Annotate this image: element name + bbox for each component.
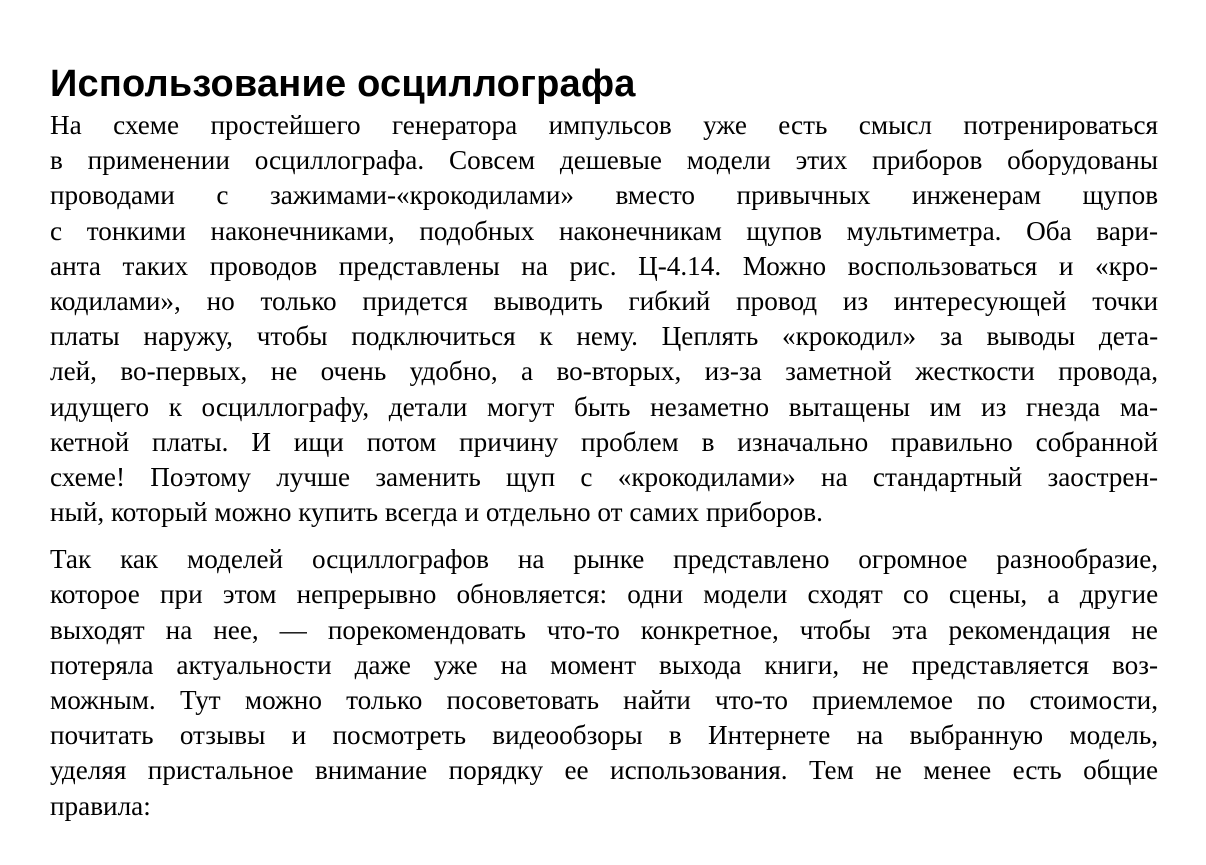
text-line <box>50 789 1158 824</box>
word: заострен- <box>1047 461 1159 492</box>
word: с <box>216 180 229 211</box>
word: порядку <box>448 755 544 786</box>
word: с <box>50 215 63 246</box>
word: анта <box>50 250 101 281</box>
word: на <box>165 614 193 645</box>
word: модель, <box>1069 720 1159 751</box>
word: во-вторых, <box>556 356 682 387</box>
word: лей, <box>50 356 97 387</box>
word: простейшего <box>210 110 361 140</box>
word: отдельно <box>485 497 591 528</box>
word: импульсов <box>548 110 672 140</box>
word: провода, <box>1058 356 1159 387</box>
word: не <box>875 755 902 786</box>
word: к <box>539 321 553 352</box>
word: кетной <box>50 426 130 457</box>
word: эта <box>891 614 928 645</box>
word: стоимости, <box>1029 685 1159 715</box>
word: «крокодилами» <box>617 461 796 492</box>
word: из <box>842 285 869 316</box>
word: «крокодил» <box>781 321 917 352</box>
text-line <box>50 214 1158 249</box>
word: почитать <box>50 720 154 751</box>
word: посоветовать <box>446 685 599 715</box>
word: щуп <box>506 461 556 492</box>
word: момент <box>550 649 637 680</box>
word: выхода <box>659 649 742 680</box>
word: щупов <box>746 215 822 246</box>
word: осциллографов <box>311 544 489 575</box>
word: ма- <box>1119 391 1158 422</box>
word: другие <box>1079 579 1159 610</box>
text-line <box>50 495 1158 530</box>
word: заменить <box>375 461 481 492</box>
word: а <box>1047 579 1060 610</box>
word: дешевые <box>559 145 662 176</box>
word: модели <box>703 579 788 610</box>
word: актуальности <box>176 649 332 680</box>
word: даже <box>354 649 411 680</box>
word: «кро- <box>1095 250 1159 281</box>
word: Интернете <box>708 720 831 751</box>
paragraph <box>50 542 1158 824</box>
word: лучше <box>276 461 351 492</box>
word: уже <box>433 649 478 680</box>
word: использования. <box>610 755 788 786</box>
word: не <box>1131 614 1158 645</box>
word: потом <box>366 426 437 457</box>
word: собранной <box>1035 426 1159 457</box>
word: вместо <box>615 180 696 211</box>
word: только <box>260 285 337 316</box>
word: наконечниками, <box>210 215 395 246</box>
text-line <box>50 354 1158 389</box>
text-line <box>50 249 1158 284</box>
text-line <box>50 577 1158 612</box>
word: потренироваться <box>963 110 1159 140</box>
word: которое <box>50 579 140 610</box>
text-line <box>50 143 1158 178</box>
word: на <box>521 250 548 281</box>
word: оборудованы <box>1007 145 1159 176</box>
word: платы. <box>152 426 229 457</box>
word: из <box>981 391 1007 422</box>
word: заметной <box>785 356 892 387</box>
word: изначально <box>737 426 869 457</box>
word: за <box>939 321 963 352</box>
text-line <box>50 613 1158 648</box>
text-line <box>50 683 1158 718</box>
word: нему. <box>576 321 638 352</box>
word: самих <box>629 497 700 528</box>
word: детали <box>388 391 468 422</box>
word: не <box>862 649 889 680</box>
word: найти <box>623 685 691 715</box>
word: идущего <box>50 391 150 422</box>
word: рис. <box>569 250 617 281</box>
word: моделей <box>186 544 284 575</box>
word: воспользоваться <box>847 250 1038 281</box>
word: и <box>464 497 480 528</box>
word: что-то <box>546 614 620 645</box>
word: им <box>929 391 962 422</box>
word: непрерывно <box>296 579 437 610</box>
word: И <box>251 426 271 457</box>
word: выбранную <box>909 720 1044 751</box>
word: а <box>521 356 534 387</box>
word: чтобы <box>799 614 871 645</box>
word: рекомендация <box>948 614 1111 645</box>
text-line <box>50 390 1158 425</box>
text-line <box>50 319 1158 354</box>
word: можно <box>214 497 292 528</box>
word: посмотреть <box>332 720 466 751</box>
word: представляется <box>911 649 1090 680</box>
word: приборов. <box>705 497 823 528</box>
word: представлено <box>673 544 830 575</box>
word: незаметно <box>650 391 770 422</box>
word: менее <box>923 755 992 786</box>
word: подключиться <box>351 321 516 352</box>
word: одни <box>627 579 684 610</box>
word: На <box>50 110 82 140</box>
word: платы <box>50 321 120 352</box>
word: Тут <box>179 685 221 715</box>
word: Совсем <box>448 145 536 176</box>
word: этих <box>795 145 848 176</box>
word: могут <box>486 391 555 422</box>
word: гибкий <box>628 285 711 316</box>
word: быть <box>574 391 631 422</box>
word: ее <box>564 755 589 786</box>
word: на <box>500 649 528 680</box>
text-line <box>50 718 1158 753</box>
word: чтобы <box>256 321 328 352</box>
word: рынке <box>573 544 645 575</box>
text-line <box>50 425 1158 460</box>
word: вытащены <box>788 391 910 422</box>
word: который <box>110 497 208 528</box>
word: внимание <box>314 755 428 786</box>
word: и <box>1058 250 1074 281</box>
word: провод <box>736 285 818 316</box>
word: уделяя <box>50 755 127 786</box>
word: на <box>821 461 848 492</box>
word: мультиметра. <box>846 215 1002 246</box>
word: видеообзоры <box>492 720 643 751</box>
word: Тем <box>808 755 854 786</box>
word: вари- <box>1096 215 1159 246</box>
word: применении <box>87 145 230 176</box>
text-line <box>50 108 1158 143</box>
word: потеряла <box>50 649 154 680</box>
word: на <box>856 720 884 751</box>
text-line <box>50 753 1158 788</box>
word: при <box>160 579 203 610</box>
word: Оба <box>1026 215 1072 246</box>
word: зажимами-«крокодилами» <box>269 180 574 211</box>
word: не <box>270 356 298 387</box>
word: обновляется: <box>456 579 608 610</box>
word: сцены, <box>948 579 1028 610</box>
word: нее, <box>213 614 259 645</box>
word: со <box>903 579 929 610</box>
word: гнезда <box>1025 391 1101 422</box>
word: проводов <box>209 250 318 281</box>
word: — <box>279 614 307 645</box>
word: в <box>50 145 63 176</box>
word: купить <box>298 497 379 528</box>
word: придется <box>362 285 468 316</box>
word: конкретное, <box>640 614 779 645</box>
text-line <box>50 460 1158 495</box>
word: привычных <box>736 180 871 211</box>
word: кодилами», <box>50 285 181 316</box>
word: что-то <box>714 685 788 715</box>
word: ищи <box>293 426 344 457</box>
word: разнообразие, <box>996 544 1159 575</box>
word: Так <box>50 544 92 575</box>
word: представлены <box>338 250 500 281</box>
word: только <box>346 685 423 715</box>
word: по <box>977 685 1006 715</box>
word: с <box>580 461 593 492</box>
word: можным. <box>50 685 156 715</box>
word: отзывы <box>179 720 266 751</box>
document-body <box>50 108 1158 824</box>
word: порекомендовать <box>327 614 526 645</box>
word: щупов <box>1082 180 1159 211</box>
word: удобно, <box>409 356 498 387</box>
word: схеме! <box>50 461 126 492</box>
word: Можно <box>742 250 827 281</box>
word: огромное <box>858 544 968 575</box>
word: подобных <box>419 215 535 246</box>
word: инженерам <box>911 180 1042 211</box>
text-line <box>50 542 1158 577</box>
word: в <box>668 720 682 751</box>
word: всегда <box>384 497 458 528</box>
word: к <box>168 391 182 422</box>
word: дета- <box>1098 321 1159 352</box>
word: Цеплять <box>661 321 759 352</box>
word: на <box>517 544 545 575</box>
word: стандартный <box>872 461 1023 492</box>
word: есть <box>1012 755 1062 786</box>
word: сходят <box>807 579 883 610</box>
word: можно <box>244 685 322 715</box>
word: жесткости <box>915 356 1035 387</box>
text-line <box>50 648 1158 683</box>
text-line <box>50 178 1158 213</box>
word: этом <box>222 579 277 610</box>
word: воз- <box>1111 649 1159 680</box>
word: и <box>291 720 307 751</box>
word: Поэтому <box>150 461 251 492</box>
word: из-за <box>704 356 762 387</box>
word: схеме <box>113 110 180 140</box>
paragraph <box>50 108 1158 530</box>
word: интересующей <box>893 285 1067 316</box>
word: есть <box>778 110 828 140</box>
word: осциллографу, <box>201 391 370 422</box>
word: наружу, <box>143 321 233 352</box>
word: наконечникам <box>558 215 722 246</box>
word: пристальное <box>147 755 294 786</box>
word: книги, <box>764 649 840 680</box>
word: правильно <box>891 426 1013 457</box>
page-title: Использование осциллографа <box>50 63 636 106</box>
word: очень <box>320 356 387 387</box>
word: осциллографа. <box>254 145 425 176</box>
word: генератора <box>391 110 518 140</box>
word: проводами <box>50 180 175 211</box>
word: Ц-4.14. <box>638 250 722 281</box>
word: точки <box>1092 285 1159 316</box>
word: ный, <box>50 497 105 528</box>
word: от <box>597 497 623 528</box>
word: приборов <box>872 145 983 176</box>
word: модели <box>686 145 771 176</box>
word: проблем <box>581 426 679 457</box>
word: выходят <box>50 614 145 645</box>
word: уже <box>703 110 747 140</box>
word: смысл <box>858 110 932 140</box>
word: как <box>120 544 159 575</box>
word: общие <box>1083 755 1159 786</box>
word: тонкими <box>86 215 186 246</box>
word: приемлемое <box>812 685 953 715</box>
word: правила: <box>50 790 151 821</box>
word: выводить <box>493 285 603 316</box>
word: причину <box>459 426 559 457</box>
word: но <box>206 285 235 316</box>
word: во-первых, <box>120 356 248 387</box>
word: в <box>701 426 715 457</box>
text-line <box>50 284 1158 319</box>
word: таких <box>122 250 189 281</box>
word: выводы <box>986 321 1076 352</box>
